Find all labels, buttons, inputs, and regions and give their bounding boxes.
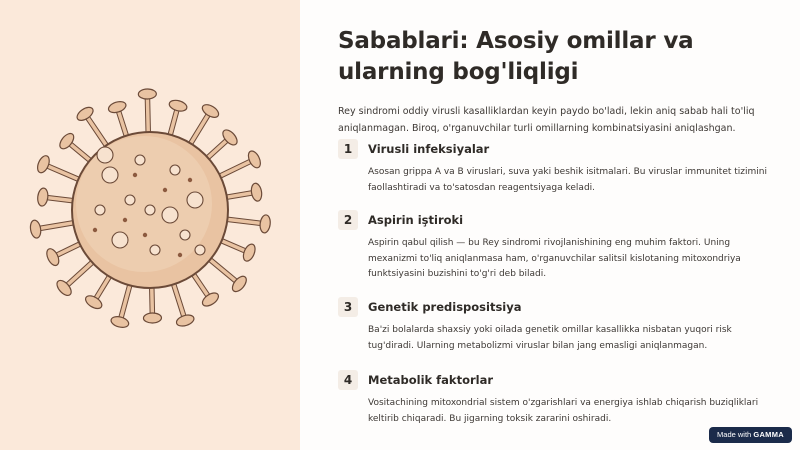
page-title: Sabablari: Asosiy omillar va ularning bog'liqligi <box>338 28 694 85</box>
main-content <box>338 26 778 137</box>
illustration-panel <box>0 0 300 450</box>
badge-brand: GAMMA <box>753 430 784 439</box>
factor-number: 2 <box>338 210 358 230</box>
factor-number: 3 <box>338 297 358 317</box>
factor-description: Aspirin qabul qilish — bu Rey sindromi rivojlanishining eng muhim faktori. Uning mexanizmi to'liq aniqlanmasa ham, o'rganuvchilar salitsil kislotaning mitoxondriya funktsiyasini buzishini to'g'ri deb biladi. <box>368 238 741 279</box>
intro-paragraph: Rey sindromi oddiy virusli kasalliklardan keyin paydo bo'ladi, lekin aniq sabab hali to'liq aniqlanmagan. Biroq, o'rganuvchilar turli omillarning kombinatsiyasini aniqlashgan. <box>338 106 755 134</box>
made-with-gamma-badge[interactable] <box>709 427 792 443</box>
factor-description: Ba'zi bolalarda shaxsiy yoki oilada genetik omillar kasallikka nisbatan yuqori risk tug'diradi. Ularning metabolizmi viruslar bilan jang emasligi aniqlanmagan. <box>368 325 732 351</box>
factor-description: Vositachining mitoxondrial sistem o'zgarishlari va energiya ishlab chiqarish buziqliklari keltirib chiqaradi. Bu jigarning toksik zararini oshiradi. <box>368 398 759 424</box>
factor-number: 1 <box>338 139 358 159</box>
factor-title: Genetik predispositsiya <box>368 300 522 314</box>
virus-icon <box>25 85 275 335</box>
factor-number: 4 <box>338 370 358 390</box>
factor-title: Metabolik faktorlar <box>368 373 494 387</box>
factor-title: Aspirin iştiroki <box>368 213 464 227</box>
factor-description: Asosan grippa A va B viruslari, suva yaki beshik isitmalari. Bu viruslar immunitet tizimini faollashtiradi va to'satosdan reagentsiyaga keladi. <box>368 167 767 193</box>
factor-title: Virusli infeksiyalar <box>368 142 490 156</box>
badge-prefix: Made with <box>717 430 752 439</box>
